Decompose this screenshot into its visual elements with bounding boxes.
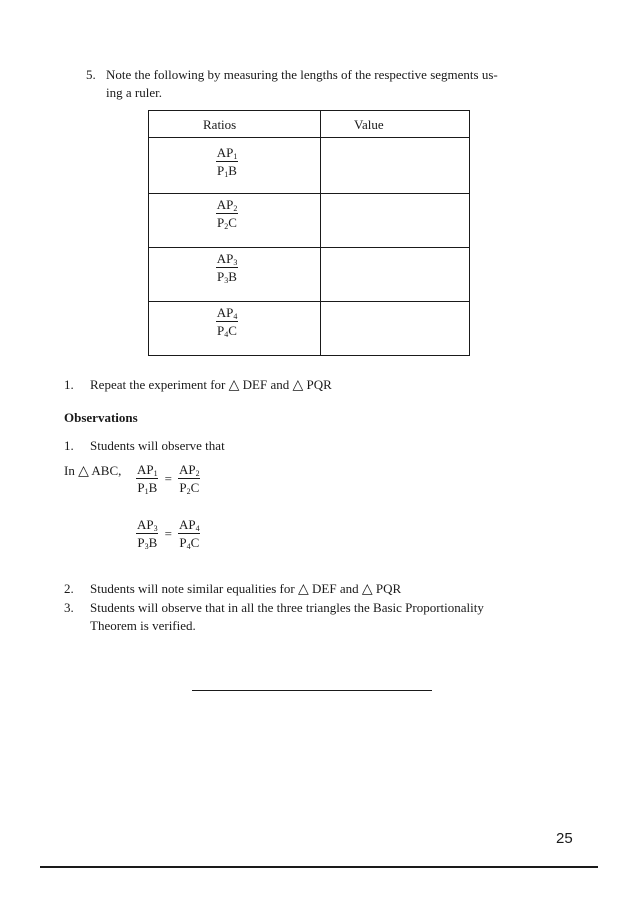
triangle-icon: △ bbox=[228, 378, 240, 393]
ratio-fraction: $\frac{AP_2}{P_2C}$ bbox=[216, 197, 238, 231]
observation-1-text: Students will observe that bbox=[90, 438, 225, 453]
equals-sign: = bbox=[164, 526, 172, 541]
table-row-divider bbox=[149, 301, 469, 302]
step-5-text-line1: Note the following by measuring the lengths of the respective segments us- bbox=[106, 67, 498, 82]
table-row-ratio bbox=[197, 251, 257, 284]
repeat-text: Repeat the experiment for △ DEF and △ PQR bbox=[90, 377, 332, 393]
table-column-divider bbox=[320, 111, 321, 355]
page-number: 25 bbox=[556, 830, 573, 847]
ratio-fraction: $\frac{AP_3}{P_3B}$ bbox=[137, 517, 158, 551]
observations-heading: Observations bbox=[64, 410, 138, 425]
table-row-ratio bbox=[197, 197, 257, 230]
triangle-icon: △ bbox=[297, 582, 309, 597]
ratio-fraction: $\frac{AP_3}{P_3B}$ bbox=[216, 251, 238, 285]
table-row-ratio bbox=[197, 305, 257, 338]
table-row-ratio bbox=[197, 145, 257, 178]
equation-prefix: In △ ABC, bbox=[64, 463, 122, 479]
equation-1 bbox=[136, 462, 201, 495]
triangle-icon: △ bbox=[78, 464, 89, 479]
ratio-fraction: $\frac{AP_1}{P_1B}$ bbox=[137, 462, 158, 496]
footer-rule bbox=[40, 866, 598, 868]
observation-3-text-line2: Theorem is verified. bbox=[90, 618, 196, 633]
ratio-fraction: $\frac{AP_4}{P_4C}$ bbox=[178, 517, 200, 551]
ratios-table bbox=[148, 110, 470, 356]
ratio-fraction: $\frac{AP_2}{P_2C}$ bbox=[178, 462, 200, 496]
triangle-icon: △ bbox=[292, 378, 304, 393]
step-5-number: 5. bbox=[86, 67, 96, 82]
table-row-divider bbox=[149, 193, 469, 194]
section-divider bbox=[192, 690, 432, 691]
triangle-icon: △ bbox=[361, 582, 373, 597]
observation-3-number: 3. bbox=[64, 600, 74, 615]
equation-2 bbox=[136, 517, 201, 550]
observation-3-text-line1: Students will observe that in all the three triangles the Basic Proportionality bbox=[90, 600, 484, 615]
observation-2-text: Students will note similar equalities for △ DEF and △ PQR bbox=[90, 581, 402, 597]
equals-sign: = bbox=[164, 471, 172, 486]
column-header-value: Value bbox=[354, 117, 384, 132]
ratio-fraction: $\frac{AP_4}{P_4C}$ bbox=[216, 305, 238, 339]
observation-1-number: 1. bbox=[64, 438, 74, 453]
column-header-ratios: Ratios bbox=[203, 117, 237, 132]
observation-2-number: 2. bbox=[64, 581, 74, 596]
table-header-divider bbox=[149, 137, 469, 138]
repeat-number: 1. bbox=[64, 377, 74, 392]
ratio-fraction: $\frac{AP_1}{P_1B}$ bbox=[216, 145, 238, 179]
step-5-text-line2: ing a ruler. bbox=[106, 85, 162, 100]
table-row-divider bbox=[149, 247, 469, 248]
